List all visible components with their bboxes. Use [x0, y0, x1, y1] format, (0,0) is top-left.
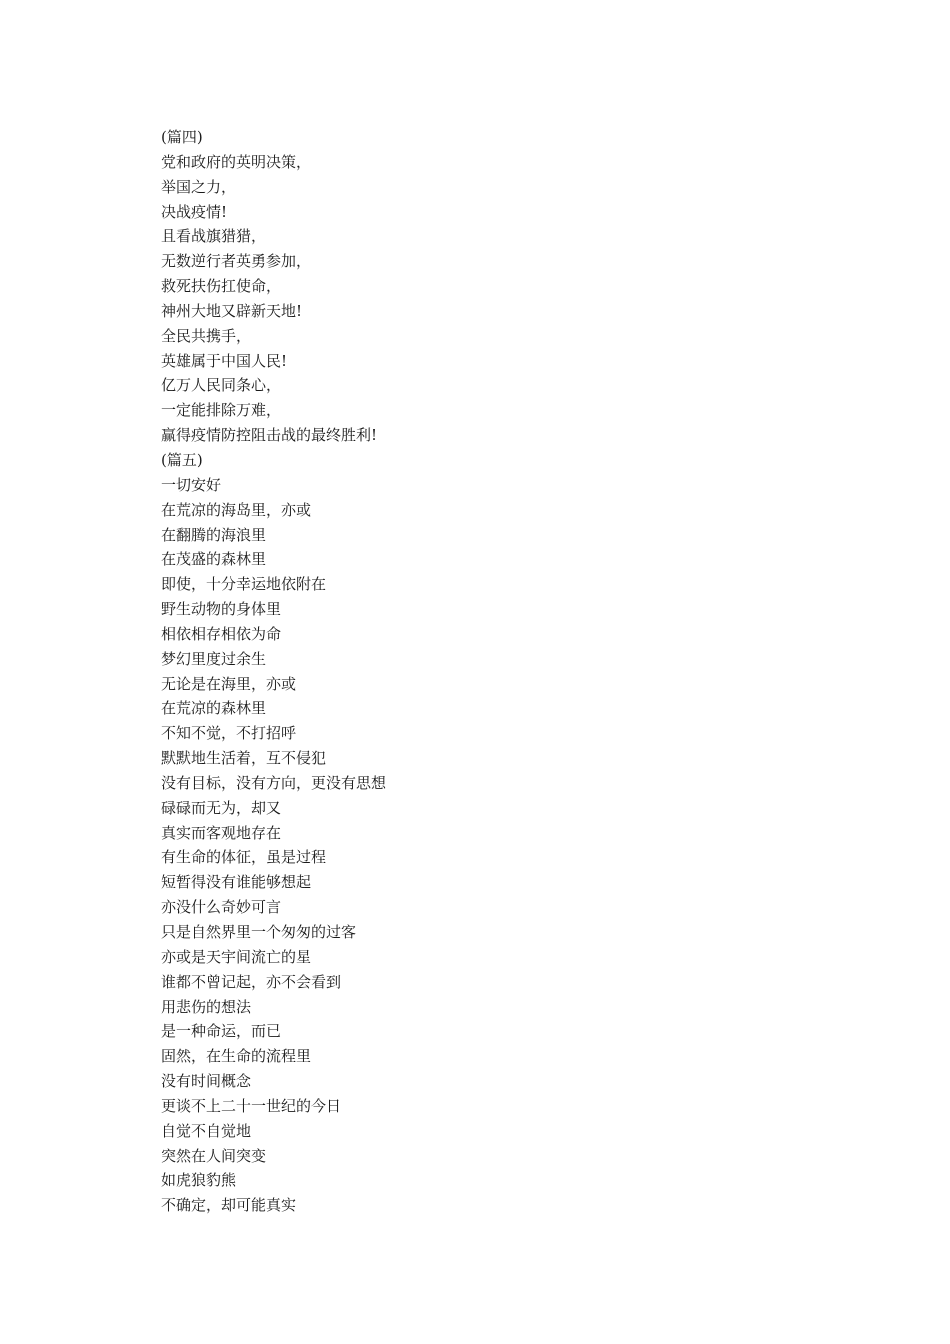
text-line: 一定能排除万难，	[161, 401, 282, 420]
text-line: 且看战旗猎猎，	[161, 227, 267, 246]
text-line: 亦没什么奇妙可言	[161, 898, 282, 917]
text-line: 不知不觉，不打招呼	[161, 724, 297, 743]
text-line: 相依相存相依为命	[161, 624, 282, 643]
text-line: 在荒凉的海岛里，亦或	[161, 500, 312, 519]
text-line: 真实而客观地存在	[161, 823, 282, 842]
section-heading-5: (篇五)	[161, 450, 203, 469]
text-line: 如虎狼豹熊	[161, 1171, 237, 1190]
text-line: 亿万人民同条心，	[161, 376, 282, 395]
text-line: 在翻腾的海浪里	[161, 525, 267, 544]
text-line: 谁都不曾记起，亦不会看到	[161, 972, 342, 991]
text-line: 默默地生活着，互不侵犯	[161, 749, 327, 768]
text-line: 是一种命运，而已	[161, 1022, 282, 1041]
text-line: 党和政府的英明决策，	[161, 152, 312, 171]
text-line: 不确定，却可能真实	[161, 1196, 297, 1215]
text-line: 固然，在生命的流程里	[161, 1047, 312, 1066]
text-line: 碌碌而无为，却又	[161, 798, 282, 817]
poem-text	[161, 125, 861, 1218]
text-line: 没有时间概念	[161, 1072, 252, 1091]
text-line: 即使，十分幸运地依附在	[161, 575, 327, 594]
text-line: 野生动物的身体里	[161, 600, 282, 619]
text-line: 无数逆行者英勇参加，	[161, 252, 312, 271]
text-line: 梦幻里度过余生	[161, 649, 267, 668]
text-line: 神州大地又辟新天地!	[161, 301, 303, 320]
text-line: 救死扶伤扛使命，	[161, 277, 282, 296]
text-line: 在茂盛的森林里	[161, 550, 267, 569]
text-line: 更谈不上二十一世纪的今日	[161, 1096, 342, 1115]
text-line: 决战疫情!	[161, 202, 228, 221]
text-line: 无论是在海里，亦或	[161, 674, 297, 693]
text-line: 短暂得没有谁能够想起	[161, 873, 312, 892]
text-line: 全民共携手，	[161, 326, 252, 345]
text-line: 只是自然界里一个匆匆的过客	[161, 923, 357, 941]
text-line: 没有目标，没有方向，更没有思想	[161, 773, 387, 792]
text-line: 用悲伤的想法	[161, 997, 252, 1016]
text-line: 突然在人间突变	[161, 1146, 267, 1165]
text-line: 英雄属于中国人民!	[161, 351, 288, 370]
text-line: 自觉不自觉地	[161, 1121, 252, 1140]
section-heading-4: (篇四)	[161, 128, 203, 146]
text-line: 亦或是天宇间流亡的星	[161, 947, 312, 966]
text-line: 一切安好	[161, 475, 222, 494]
text-line: 在荒凉的森林里	[161, 699, 267, 718]
text-line: 赢得疫情防控阻击战的最终胜利!	[161, 426, 378, 445]
text-line: 有生命的体征，虽是过程	[161, 848, 327, 867]
text-line: 举国之力，	[161, 177, 237, 196]
